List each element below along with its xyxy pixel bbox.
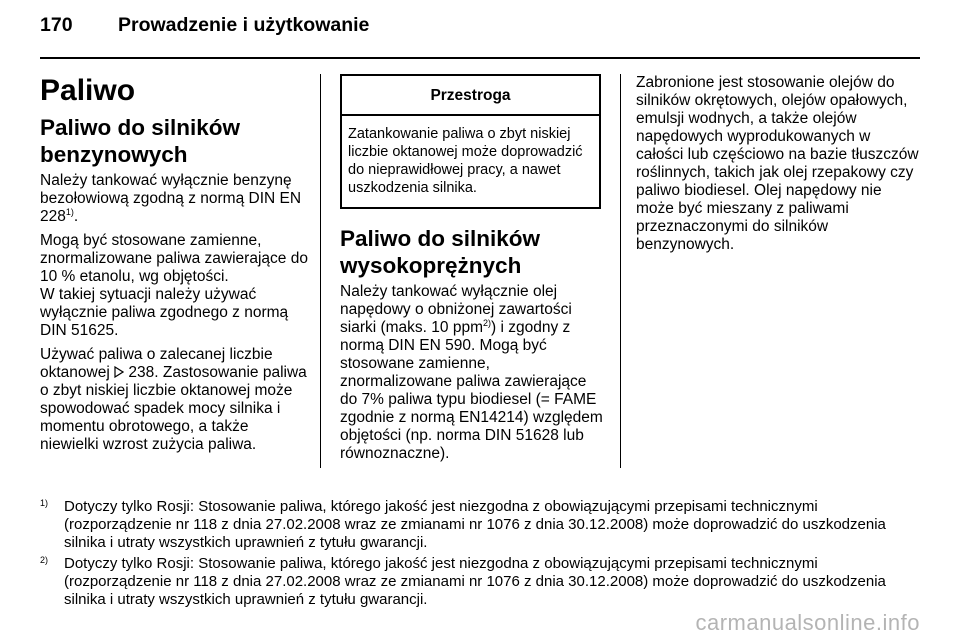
column-3 <box>636 74 920 260</box>
caution-box <box>340 74 601 209</box>
footnotes <box>40 498 920 612</box>
footnote-text: Dotyczy tylko Rosji: Stosowanie paliwa, którego jakość jest niezgodna z obowiązującymi przepisami technicznymi (rozporządzenie nr 118 z dnia 27.02.2008 wraz ze zmianami nr 1076 z dnia 30.12.2008) może doprowadzić do uszkodzenia silnika i utraty wszystkich uprawnień z tytułu gwarancji. <box>64 498 886 551</box>
page-number: 170 <box>40 14 73 36</box>
subsection-heading-petrol: Paliwo do silników benzynowych <box>40 115 241 167</box>
paragraph-diesel-standard: Należy tankować wyłącznie olej napędowy o obniżonej zawartości siarki (maks. 10 ppm$^{2)}$) i zgodny z normą DIN EN 590. Mogą być stosowane zamienne, znormalizowane paliwa zawierające do 7% paliwa typu biodiesel (= FAME zgodnie z normą EN14214) względem objętości (np. norma DIN 51628 lub równoznaczne). <box>340 283 603 462</box>
footnote-text: Dotyczy tylko Rosji: Stosowanie paliwa, którego jakość jest niezgodna z obowiązującymi przepisami technicznymi (rozporządzenie nr 118 z dnia 27.02.2008 wraz ze zmianami nr 1076 z dnia 30.12.2008) może doprowadzić do uszkodzenia silnika i utraty wszystkich uprawnień z tytułu gwarancji. <box>64 555 886 608</box>
caution-title: Przestroga <box>342 76 599 116</box>
column-2 <box>340 74 605 469</box>
column-divider-2 <box>620 74 621 468</box>
subsection-heading-diesel: Paliwo do silników wysokoprężnych <box>340 226 541 278</box>
watermark: carmanualsonline.info <box>695 610 920 635</box>
footnote-marker: 2) <box>40 555 49 565</box>
footnote-ref-1[interactable]: 1) <box>65 207 74 217</box>
footnote-1 <box>40 498 920 552</box>
page-header <box>40 12 920 38</box>
header-rule <box>40 57 920 59</box>
column-divider-1 <box>320 74 321 468</box>
column-1 <box>40 74 310 460</box>
paragraph-alternative-fuels: Mogą być stosowane zamienne, znormalizowane paliwa zawierające do 10 % etanolu, wg objętości. W takiej sytuacji należy używać wyłącznie paliwa zgodnego z normą DIN 51625. <box>40 232 308 339</box>
footnote-2 <box>40 555 920 609</box>
section-heading: Paliwo <box>40 74 136 107</box>
caution-text: Zatankowanie paliwa o zbyt niskiej liczbie oktanowej może doprowadzić do nieprawidłowej pracy, a nawet uszkodzenia silnika. <box>348 126 583 196</box>
paragraph-prohibited-oils: Zabronione jest stosowanie olejów do silników okrętowych, olejów opałowych, emulsji wodnych, a także olejów napędowych wyprodukowanych w całości lub częściowo na bazie tłuszczów roślinnych, takich jak olej rzepakowy czy paliwo biodiesel. Olej napędowy nie może być mieszany z paliwami przeznaczonymi do silników benzynowych. <box>636 74 919 253</box>
paragraph-petrol-standard: Należy tankować wyłącznie benzynę bezołowiową zgodną z normą DIN EN 228$^{1)}$. <box>40 172 302 225</box>
page-reference-arrow-icon[interactable] <box>114 365 124 377</box>
footnote-marker: 1) <box>40 498 49 508</box>
footnote-ref-2[interactable]: 2) <box>482 318 491 328</box>
page-title: Prowadzenie i użytkowanie <box>118 14 370 36</box>
paragraph-octane: Używać paliwa o zalecanej liczbie oktanowej 238. Zastosowanie paliwa o zbyt niskiej liczbie oktanowej może spowodować spadek mocy silnika i momentu obrotowego, a także niewielki wzrost zużycia paliwa. <box>40 346 307 453</box>
